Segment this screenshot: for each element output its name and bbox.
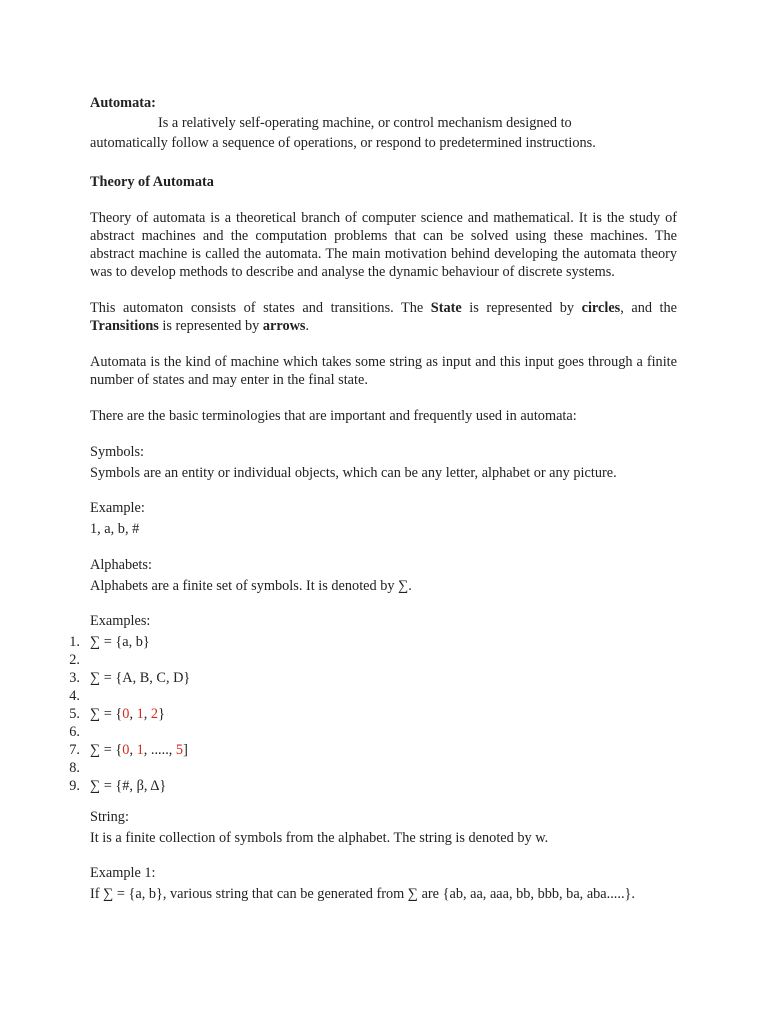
list-item: 7. ∑ = {0, 1, ....., 5]: [69, 742, 188, 758]
alphabets-text: Alphabets are a finite set of symbols. It is denoted by ∑.: [90, 578, 412, 594]
arrows-term: arrows: [262, 318, 306, 334]
document-body: [69, 94, 677, 903]
list-item: 4.: [69, 688, 80, 704]
list-item: 2.: [69, 652, 80, 668]
list-item: 5. ∑ = {0, 1, 2}: [69, 706, 165, 722]
theory-paragraph-1: Theory of automata is a theoretical branch of computer science and mathematical. It is the study of abstract machines and the computation problems that can be solved using these machines. The abstract machine is called the automata. The main motivation behind developing the automata theory was to develop methods to describe and analyse the dynamic behaviour of discrete systems.: [90, 210, 677, 280]
symbols-text: Symbols are an entity or individual objects, which can be any letter, alphabet or any picture.: [90, 465, 617, 481]
string-example-heading: Example 1:: [90, 865, 156, 881]
list-item: 3. ∑ = {A, B, C, D}: [69, 670, 191, 686]
symbols-example: 1, a, b, #: [90, 521, 140, 537]
string-example: If ∑ = {a, b}, various string that can be generated from ∑ are {ab, aa, aaa, bb, bbb, ba, aba.....}.: [90, 886, 635, 902]
transitions-term: Transitions: [90, 318, 159, 334]
automata-definition: Is a relatively self-operating machine, or control mechanism designed to: [158, 115, 572, 131]
list-item: 8.: [69, 760, 80, 776]
list-item: 1. ∑ = {a, b}: [69, 634, 150, 650]
automata-heading: Automata:: [90, 95, 156, 111]
string-text: It is a finite collection of symbols from the alphabet. The string is denoted by w.: [90, 830, 549, 846]
string-heading: String:: [90, 809, 129, 825]
list-item: 6.: [69, 724, 80, 740]
alphabets-examples-heading: Examples:: [90, 613, 151, 629]
circles-term: circles: [581, 300, 621, 316]
theory-paragraph-4: There are the basic terminologies that are important and frequently used in automata:: [90, 408, 577, 424]
theory-paragraph-3: Automata is the kind of machine which takes some string as input and this input goes through a finite number of states and may enter in the final state.: [90, 354, 677, 388]
alphabets-heading: Alphabets:: [90, 557, 152, 573]
symbols-example-heading: Example:: [90, 500, 145, 516]
list-item: 9. ∑ = {#, β, Δ}: [69, 778, 167, 794]
theory-paragraph-2: This automaton consists of states and transitions. The State is represented by circles, and the Transitions is represented by arrows.: [90, 300, 677, 334]
state-term: State: [430, 300, 462, 316]
machine-term: machine: [322, 115, 371, 131]
symbols-heading: Symbols:: [90, 444, 145, 460]
alphabet-examples-list: [69, 633, 677, 795]
automata-definition-line2: automatically follow a sequence of operations, or respond to predetermined instructions.: [90, 135, 596, 151]
theory-heading: Theory of Automata: [90, 174, 214, 190]
